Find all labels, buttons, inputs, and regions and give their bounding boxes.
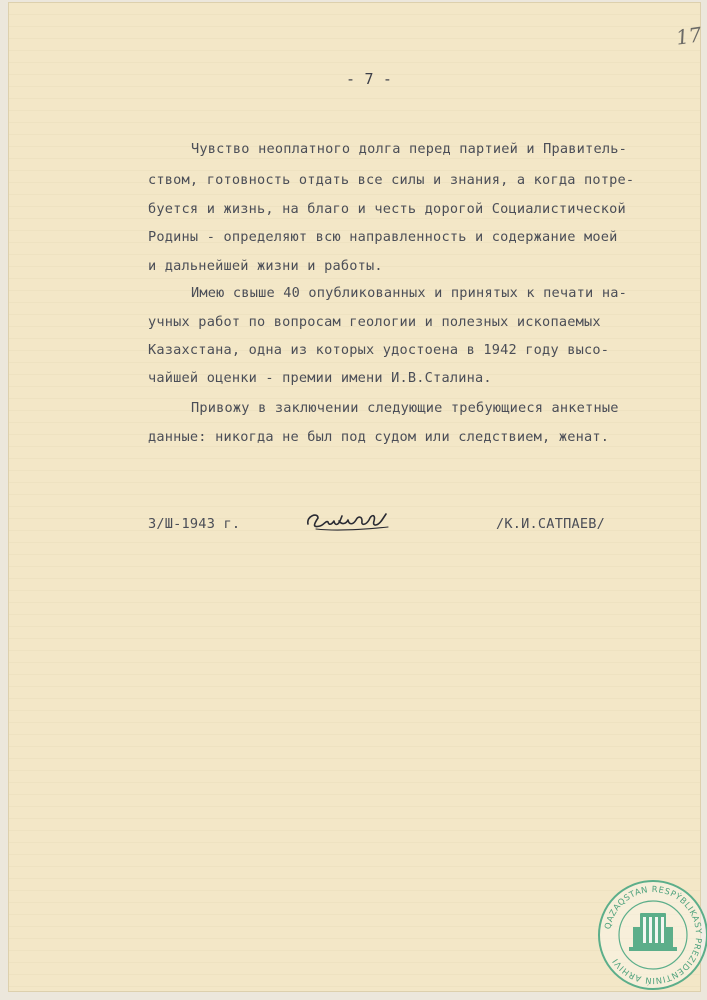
text-line: и дальнейшей жизни и работы. [148, 258, 383, 274]
document-page [8, 2, 705, 992]
text-line: Привожу в заключении следующие требующиеся анкетные [191, 400, 619, 416]
handwritten-signature [304, 504, 396, 536]
corner-page-mark: 17 [674, 22, 703, 50]
text-line: чайшей оценки - премии имени И.В.Сталина. [148, 370, 492, 386]
text-line: Казахстана, одна из которых удостоена в 1942 году высо- [148, 342, 610, 358]
archive-seal-stamp [593, 879, 707, 991]
signatory-name: /К.И.САТПАЕВ/ [496, 516, 605, 532]
seal-text: QAZAQSTAN RESPÝBLIKASY PREZIDENTINIŃ ARHIVI [602, 883, 705, 987]
text-line: ством, готовность отдать все силы и знания, а когда потре- [148, 172, 635, 188]
text-line: Имею свыше 40 опубликованных и принятых к печати на- [191, 285, 627, 301]
text-line: буется и жизнь, на благо и честь дорогой Социалистической [148, 201, 626, 217]
text-line: учных работ по вопросам геологии и полезных ископаемых [148, 314, 601, 330]
signature-date: 3/Ш-1943 г. [148, 516, 241, 532]
text-line: Чувство неоплатного долга перед партией и Правитель- [191, 141, 627, 157]
page-number: - 7 - [346, 70, 393, 88]
text-line: данные: никогда не был под судом или следствием, женат. [148, 429, 610, 445]
text-line: Родины - определяют всю направленность и содержание моей [148, 229, 618, 245]
